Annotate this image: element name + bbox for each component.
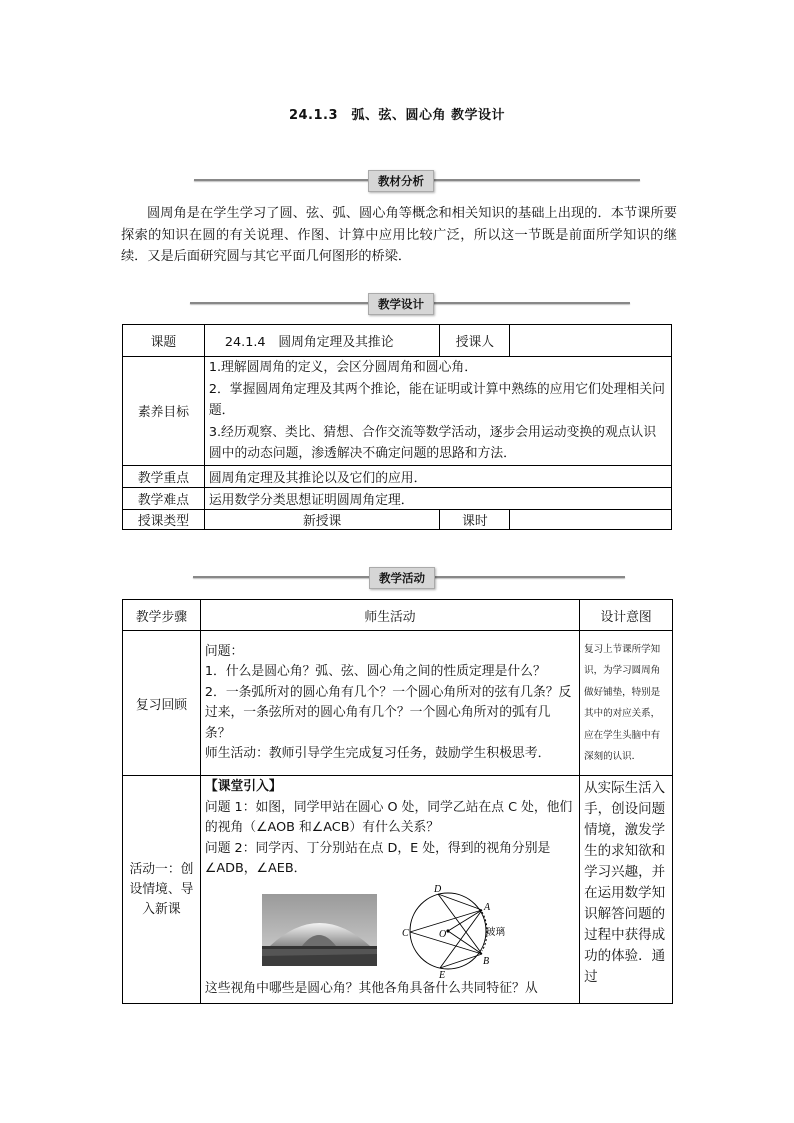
label-d: D [434,884,442,895]
glass-label: 玻璃 [486,927,506,938]
review-line: 师生活动：教师引导学生完成复习任务，鼓励学生积极思考． [204,746,551,761]
activity1-content [200,776,579,1004]
teacher-label: 授课人 [440,325,510,357]
difficulty-label: 教学难点 [123,487,205,509]
section-banner-analysis [194,170,640,190]
review-line: 1．什么是圆心角？弧、弦、圆心角之间的性质定理是什么？ [204,664,546,679]
label-o: O [439,929,447,940]
header-step: 教学步骤 [123,600,201,631]
label-a: A [484,902,491,913]
label-e: E [439,970,446,981]
topic-value: 24.1.4 圆周角定理及其推论 [204,325,440,357]
analysis-paragraph: 圆周角是在学生学习了圆、弦、弧、圆心角等概念和相关知识的基础上出现的．本节课所要探索的知识在圆的有关说理、作图、计算中应用比较广泛，所以这一节既是前面所学知识的继续．又是后面研究圆与其它平面几何图形的桥梁． [121,206,677,264]
section-banner-activity [193,567,625,587]
activity1-step: 活动一：创设情境、导入新课 [123,776,201,1004]
teacher-value [510,325,672,357]
circle-diagram [402,882,506,981]
banner-label: 教材分析 [368,170,434,192]
type-value: 新授课 [204,509,440,529]
type-label: 授课类型 [123,509,205,529]
header-activity: 师生活动 [200,600,579,631]
review-line: 问题： [204,643,244,659]
key-label: 教学重点 [123,465,205,487]
center-point [446,929,449,932]
review-intent: 复习上节课所学知识，为学习圆周角做好铺垫，特别是其中的对应关系，应在学生头脑中有深刻的认识． [580,631,673,776]
page-title: 24.1.3 弧、弦、圆心角 教学设计 [288,108,506,123]
goal-item: 1.理解圆周角的定义，会区分圆周角和圆心角． [208,360,477,375]
difficulty-value: 运用数学分类思想证明圆周角定理． [204,487,671,509]
review-activity [200,631,579,776]
goals-list [204,357,671,466]
review-line: 2．一条弧所对的圆心角有几个？一个圆心角所对的弦有几条？反过来，一条弦所对的圆心角有几个？一个圆心角所对的弧有几条？ [204,684,572,741]
activity-table [122,599,673,1004]
design-table [122,324,672,530]
header-intent: 设计意图 [580,600,673,631]
banner-label: 教学活动 [369,567,435,589]
activity1-question: 这些视角中哪些是圆心角？其他各角具备什么共同特征？从 [204,980,538,996]
goal-item: 3.经历观察、类比、猜想、合作交流等数学活动，逐步会用运动变换的观点认识圆中的动态问题，渗透解决不确定问题的思路和方法． [208,424,657,461]
hours-value [510,509,672,529]
activity1-heading: 【课堂引入】 [204,779,282,794]
figure-space [205,880,575,979]
topic-label: 课题 [123,325,205,357]
activity1-question: 问题 2：同学丙、丁分别站在点 D，E 处，得到的视角分别是∠ADB，∠AEB． [204,840,551,876]
goals-label: 素养目标 [123,357,205,466]
section-banner-design [190,293,630,313]
opera-house-photo [262,894,377,966]
banner-label: 教学设计 [368,293,434,315]
review-step: 复习回顾 [123,631,201,776]
goal-item: 2．掌握圆周角定理及其两个推论，能在证明或计算中熟练的应用它们处理相关问题． [208,381,665,418]
label-c: C [402,928,409,939]
activity1-question: 问题 1：如图，同学甲站在圆心 O 处，同学乙站在点 C 处，他们的视角（∠AOB 和∠ACB）有什么关系？ [204,799,573,835]
label-b: B [483,956,490,967]
hours-label: 课时 [440,509,510,529]
activity1-intent: 从实际生活入手，创设问题情境，激发学生的求知欲和学习兴趣，并在运用数学知识解答问题的过程中获得成功的体验．通过 [580,776,673,1004]
key-value: 圆周角定理及其推论以及它们的应用． [204,465,671,487]
